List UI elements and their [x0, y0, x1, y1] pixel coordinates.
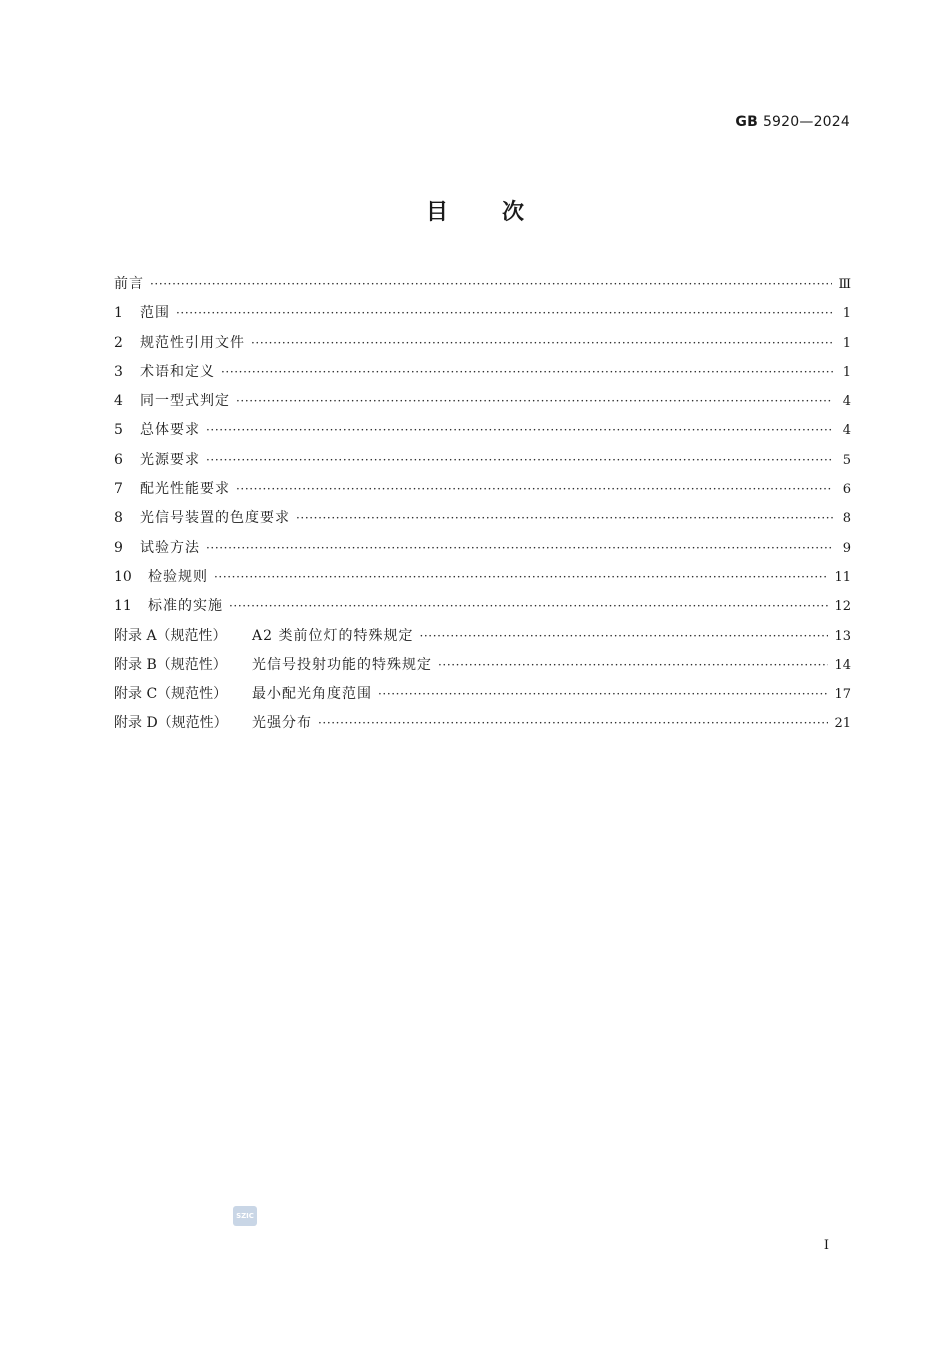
toc-entry-label: 3 术语和定义: [114, 358, 215, 387]
toc-entry-page: 1: [842, 306, 851, 322]
toc-entry-page: 8: [842, 511, 851, 527]
toc-entry-label: 11 标准的实施: [114, 592, 223, 621]
toc-entry-1[interactable]: [114, 299, 851, 328]
table-of-contents: [114, 270, 851, 739]
toc-entry-number: 9: [114, 539, 123, 556]
toc-entry-label: 附录 C（规范性） 最小配光角度范围: [114, 680, 372, 709]
dot-leader: [206, 446, 833, 475]
toc-entry-4[interactable]: [114, 387, 851, 416]
toc-entry-2[interactable]: [114, 329, 851, 358]
toc-entry-page: 4: [842, 394, 851, 410]
dot-leader: [438, 651, 828, 680]
toc-entry-page: 14: [834, 657, 851, 673]
dot-leader: [419, 622, 828, 651]
dot-leader: [251, 329, 833, 358]
toc-entry-label: 8 光信号装置的色度要求: [114, 504, 290, 533]
toc-entry-number: 1: [114, 305, 123, 322]
toc-entry-page: 6: [842, 482, 851, 498]
dot-leader: [378, 680, 828, 709]
toc-entry-label: 9 试验方法: [114, 534, 200, 563]
standard-prefix: GB: [735, 114, 758, 130]
toc-entry-label: 1 范围: [114, 299, 170, 328]
toc-entry-page: 1: [842, 335, 851, 351]
toc-entry-3[interactable]: [114, 358, 851, 387]
toc-entry-label: 6 光源要求: [114, 446, 200, 475]
toc-entry-annex-d[interactable]: [114, 709, 851, 738]
toc-entry-page: 4: [842, 423, 851, 439]
standard-code: [735, 114, 850, 130]
toc-entry-page: Ⅲ: [838, 277, 851, 292]
toc-entry-7[interactable]: [114, 475, 851, 504]
page-number: I: [823, 1238, 829, 1253]
dot-leader: [206, 416, 833, 445]
toc-entry-number: 10: [114, 568, 132, 585]
toc-entry-annex-c[interactable]: [114, 680, 851, 709]
toc-entry-number: 5: [114, 422, 123, 439]
dot-leader: [214, 563, 828, 592]
toc-entry-number: 4: [114, 393, 123, 410]
toc-entry-number: 6: [114, 451, 123, 468]
annex-tag: 附录 C（规范性）: [114, 686, 228, 703]
toc-entry-number: 7: [114, 481, 123, 498]
annex-tag: 附录 A（规范性）: [114, 627, 227, 644]
toc-entry-page: 9: [842, 540, 851, 556]
dot-leader: [176, 299, 833, 328]
dot-leader: [221, 358, 833, 387]
toc-entry-label: 2 规范性引用文件: [114, 329, 245, 358]
toc-entry-page: 5: [842, 452, 851, 468]
toc-entry-label: 前言: [114, 276, 144, 292]
toc-entry-page: 13: [834, 628, 851, 644]
toc-entry-number: 2: [114, 334, 123, 351]
toc-entry-label: 4 同一型式判定: [114, 387, 230, 416]
standard-number: 5920—2024: [762, 114, 850, 130]
toc-entry-page: 1: [842, 364, 851, 380]
toc-entry-number: 3: [114, 363, 123, 380]
toc-entry-label: 10 检验规则: [114, 563, 208, 592]
toc-entry-annex-a[interactable]: [114, 622, 851, 651]
toc-entry-label: 7 配光性能要求: [114, 475, 230, 504]
toc-entry-10[interactable]: [114, 563, 851, 592]
toc-entry-9[interactable]: [114, 534, 851, 563]
dot-leader: [229, 592, 828, 621]
annex-tag: 附录 B（规范性）: [114, 656, 227, 673]
toc-entry-number: 8: [114, 510, 123, 527]
toc-entry-6[interactable]: [114, 446, 851, 475]
toc-entry-page: 21: [834, 716, 851, 732]
toc-entry-page: 11: [834, 569, 851, 585]
toc-entry-number: 11: [114, 598, 132, 615]
toc-entry-page: 17: [834, 687, 851, 703]
toc-entry-foreword[interactable]: [114, 270, 851, 299]
dot-leader: [236, 475, 833, 504]
dot-leader: [318, 709, 828, 738]
dot-leader: [150, 270, 832, 299]
dot-leader: [206, 534, 833, 563]
toc-entry-5[interactable]: [114, 416, 851, 445]
toc-entry-label: 附录 A（规范性） A2 类前位灯的特殊规定: [114, 622, 413, 651]
dot-leader: [296, 504, 833, 533]
annex-tag: 附录 D（规范性）: [114, 715, 228, 732]
toc-entry-11[interactable]: [114, 592, 851, 621]
toc-entry-page: 12: [834, 599, 851, 615]
toc-entry-label: 附录 D（规范性） 光强分布: [114, 709, 312, 738]
watermark-logo: SZIC: [233, 1206, 257, 1226]
toc-entry-8[interactable]: [114, 504, 851, 533]
toc-entry-annex-b[interactable]: [114, 651, 851, 680]
page-title: 目次: [425, 200, 578, 225]
dot-leader: [236, 387, 833, 416]
toc-entry-label: 5 总体要求: [114, 416, 200, 445]
toc-entry-label: 附录 B（规范性） 光信号投射功能的特殊规定: [114, 651, 432, 680]
